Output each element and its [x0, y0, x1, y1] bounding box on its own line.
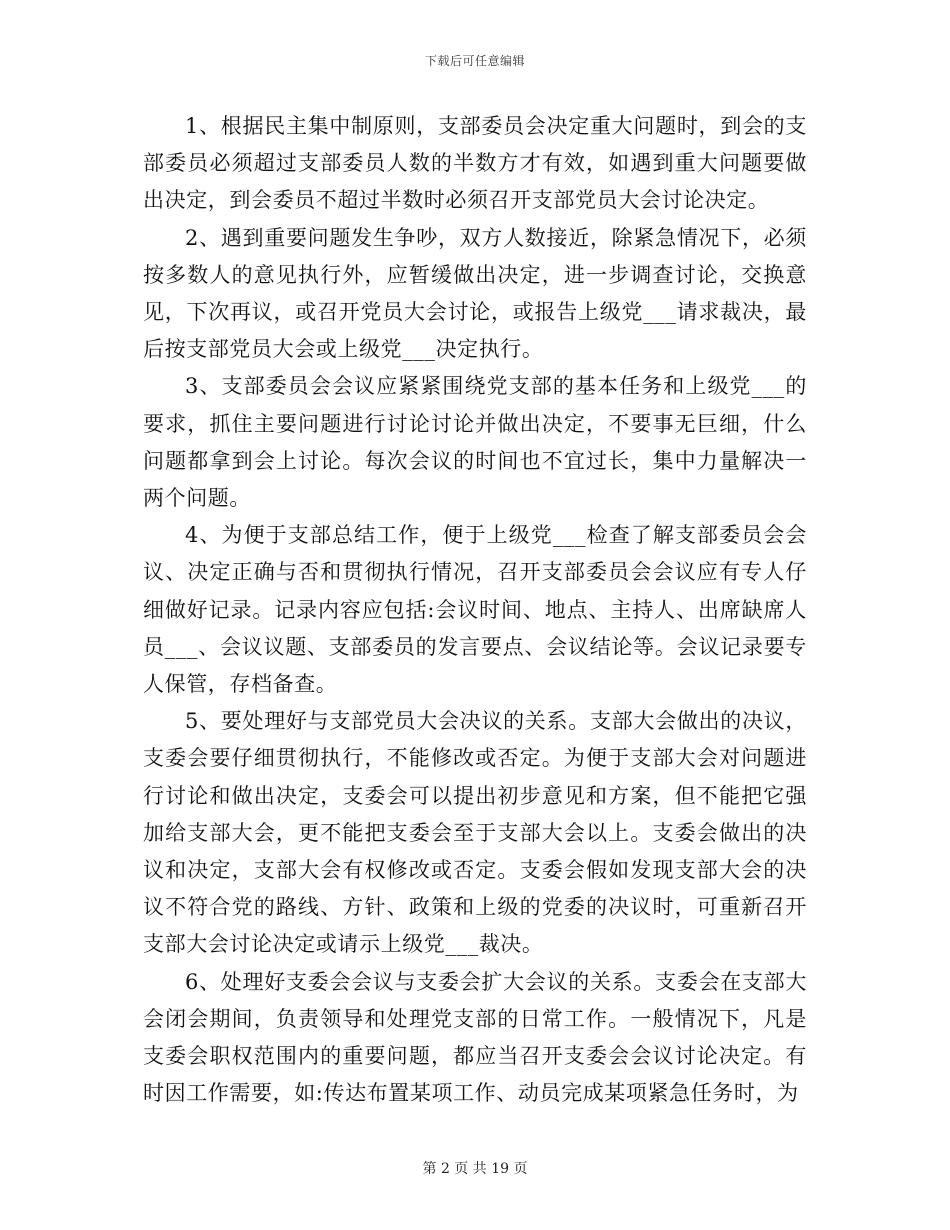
paragraph-5: 5、要处理好与支部党员大会决议的关系。支部大会做出的决议，支委会要仔细贯彻执行，不能修改或否定。为便于支部大会对问题进行讨论和做出决定，支委会可以提出初步意见和方案，但不能把它强加给支部大会，更不能把支委会至于支部大会以上。支委会做出的决议和决定，支部大会有权修改或否定。支委会假如发现支部大会的决议不符合党的路线、方针、政策和上级的党委的决议时，可重新召开支部大会讨论决定或请示上级党___裁决。: [143, 709, 807, 957]
paragraph-3: 3、支部委员会会议应紧紧围绕党支部的基本任务和上级党___的要求，抓住主要问题进行讨论讨论并做出决定，不要事无巨细，什么问题都拿到会上讨论。每次会议的时间也不宜过长，集中力量解决一两个问题。: [143, 374, 807, 511]
paragraph-2: 2、遇到重要问题发生争吵，双方人数接近，除紧急情况下，必须按多数人的意见执行外，应暂缓做出决定，进一步调查讨论，交换意见，下次再议，或召开党员大会讨论，或报告上级党___请求裁决，最后按支部党员大会或上级党___决定执行。: [143, 225, 807, 362]
document-body: [143, 108, 807, 1112]
paragraph-4: 4、为便于支部总结工作，便于上级党___检查了解支部委员会会议、决定正确与否和贯彻执行情况，召开支部委员会会议应有专人仔细做好记录。记录内容应包括:会议时间、地点、主持人、出席缺席人员___、会议议题、支部委员的发言要点、会议结论等。会议记录要专人保管，存档备查。: [143, 523, 807, 697]
page-footer: 第 2 页 共 19 页: [422, 1161, 528, 1177]
page-header: 下载后可任意编辑: [424, 54, 525, 68]
paragraph-6: 6、处理好支委会会议与支委会扩大会议的关系。支委会在支部大会闭会期间，负责领导和处理党支部的日常工作。一般情况下，凡是支委会职权范围内的重要问题，都应当召开支委会会议讨论决定。有时因工作需要，如:传达布置某项工作、动员完成某项紧急任务时，为: [143, 969, 807, 1106]
paragraph-1: 1、根据民主集中制原则，支部委员会决定重大问题时，到会的支部委员必须超过支部委员人数的半数方才有效，如遇到重大问题要做出决定，到会委员不超过半数时必须召开支部党员大会讨论决定。: [143, 114, 807, 213]
